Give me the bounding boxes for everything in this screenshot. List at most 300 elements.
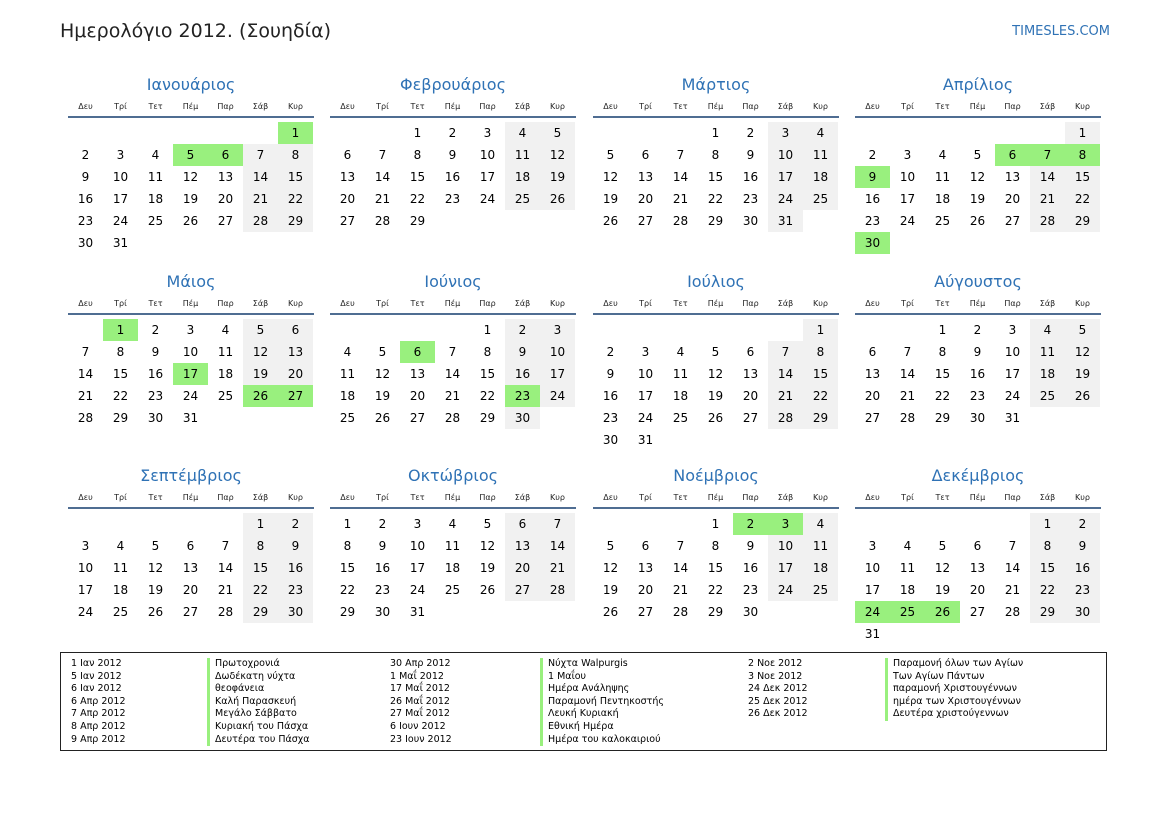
day-cell: 13 (217, 170, 234, 184)
day-cell: 28 (243, 210, 278, 232)
day-cell: 19 (1065, 363, 1100, 385)
day-cell: 28 (77, 411, 94, 425)
day-cell: 13 (637, 170, 654, 184)
day-cell: 23 (374, 583, 391, 597)
day-cell: 11 (217, 345, 234, 359)
day-cell: 30 (969, 411, 986, 425)
weekday-label: Τρί (901, 493, 914, 502)
holiday-date: 24 Δεκ 2012 (748, 683, 808, 695)
day-cell: 26 (182, 214, 199, 228)
day-cell: 14 (768, 363, 803, 385)
weekday-label: Παρ (479, 102, 496, 111)
holiday-name: 1 Μαΐου (540, 671, 586, 684)
day-cell: 8 (938, 345, 947, 359)
holiday-name: θεοφάνεια (207, 683, 264, 696)
holiday-name: Ημέρα του καλοκαιριού (540, 734, 661, 747)
day-cell: 5 (606, 539, 615, 553)
holiday-date: 6 Απρ 2012 (71, 695, 126, 707)
weekday-header (593, 98, 839, 118)
day-cell: 15 (1065, 166, 1100, 188)
day-cell: 30 (505, 407, 540, 429)
weekday-header (330, 98, 576, 118)
day-cell: 8 (413, 148, 422, 162)
weekday-label: Σάβ (777, 493, 794, 502)
day-cell: 28 (444, 411, 461, 425)
day-cell: 22 (934, 389, 951, 403)
day-cell: 17 (540, 363, 575, 385)
weekday-label: Παρ (742, 102, 759, 111)
day-cell: 23 (742, 583, 759, 597)
holiday-day-cell: 6 (995, 144, 1030, 166)
day-cell: 27 (864, 411, 881, 425)
weekday-label: Σάβ (1039, 299, 1056, 308)
day-cell: 4 (151, 148, 160, 162)
day-cell: 20 (864, 389, 881, 403)
day-cell: 16 (864, 192, 881, 206)
weekday-label: Σάβ (252, 102, 269, 111)
day-cell: 18 (803, 166, 838, 188)
day-cell: 19 (479, 561, 496, 575)
day-cell: 11 (112, 561, 129, 575)
weekday-label: Τρί (376, 102, 389, 111)
day-cell: 17 (479, 170, 496, 184)
holiday-date: 9 Απρ 2012 (71, 733, 126, 745)
day-cell: 11 (803, 535, 838, 557)
weekday-label: Κυρ (1075, 299, 1090, 308)
day-cell: 14 (672, 170, 689, 184)
day-cell: 20 (278, 363, 313, 385)
weekday-label: Δευ (78, 102, 93, 111)
day-cell: 18 (147, 192, 164, 206)
day-cell: 23 (969, 389, 986, 403)
holiday-day-cell: 24 (855, 601, 890, 623)
holiday-name: Εθνική Ημέρα (540, 721, 614, 734)
day-cell: 2 (505, 319, 540, 341)
day-cell: 18 (672, 389, 689, 403)
day-cell: 15 (243, 557, 278, 579)
month-name: Ιανουάριος (146, 75, 236, 94)
day-cell: 17 (899, 192, 916, 206)
day-cell: 23 (147, 389, 164, 403)
day-cell: 23 (278, 579, 313, 601)
day-cell: 24 (112, 214, 129, 228)
day-cell: 1 (1065, 122, 1100, 144)
day-grid (68, 509, 314, 641)
month-calendar (68, 269, 314, 447)
weekday-label: Δευ (865, 102, 880, 111)
weekday-label: Τετ (148, 493, 163, 502)
holiday-date: 6 Ιουν 2012 (390, 721, 446, 732)
day-cell: 26 (602, 214, 619, 228)
holiday-date: 7 Απρ 2012 (71, 708, 126, 720)
day-cell: 4 (803, 122, 838, 144)
day-cell: 29 (479, 411, 496, 425)
day-cell: 31 (112, 236, 129, 250)
day-cell: 31 (1004, 411, 1021, 425)
weekday-label: Παρ (217, 493, 234, 502)
day-cell: 9 (278, 535, 313, 557)
weekday-label: Σάβ (1039, 102, 1056, 111)
weekday-label: Παρ (742, 493, 759, 502)
holiday-name: Κυριακή του Πάσχα (207, 721, 308, 734)
day-cell: 26 (707, 411, 724, 425)
day-cell: 15 (479, 367, 496, 381)
day-cell: 1 (938, 323, 947, 337)
day-cell: 1 (413, 126, 422, 140)
day-cell: 12 (969, 170, 986, 184)
day-cell: 13 (969, 561, 986, 575)
weekday-label: Σάβ (777, 102, 794, 111)
day-cell: 20 (637, 192, 654, 206)
day-cell: 6 (746, 345, 755, 359)
day-cell: 24 (899, 214, 916, 228)
day-cell: 15 (707, 170, 724, 184)
day-cell: 21 (374, 192, 391, 206)
weekday-label: Κυρ (1075, 102, 1090, 111)
day-cell: 16 (742, 561, 759, 575)
day-cell: 14 (540, 535, 575, 557)
day-cell: 3 (641, 345, 650, 359)
month-calendar (593, 269, 839, 447)
holiday-day-cell: 1 (103, 319, 138, 341)
day-cell: 5 (151, 539, 160, 553)
weekday-label: Σάβ (514, 493, 531, 502)
day-cell: 17 (637, 389, 654, 403)
day-cell: 12 (934, 561, 951, 575)
month-calendar (330, 269, 576, 447)
day-cell: 31 (637, 433, 654, 447)
day-cell: 27 (742, 411, 759, 425)
day-cell: 20 (182, 583, 199, 597)
day-cell: 25 (112, 605, 129, 619)
day-cell: 10 (768, 144, 803, 166)
weekday-label: Δευ (340, 102, 355, 111)
day-cell: 10 (182, 345, 199, 359)
day-cell: 1 (1030, 513, 1065, 535)
day-cell: 20 (969, 583, 986, 597)
day-cell: 6 (641, 539, 650, 553)
day-cell: 21 (77, 389, 94, 403)
day-grid (330, 118, 576, 250)
day-cell: 12 (374, 367, 391, 381)
day-cell: 12 (182, 170, 199, 184)
month-name: Νοέμβριος (673, 466, 759, 485)
weekday-label: Κυρ (1075, 493, 1090, 502)
day-cell: 16 (278, 557, 313, 579)
day-cell: 5 (938, 539, 947, 553)
day-cell: 18 (1030, 363, 1065, 385)
weekday-label: Πέμ (707, 299, 724, 308)
day-cell: 2 (151, 323, 160, 337)
day-cell: 28 (672, 605, 689, 619)
holiday-day-cell: 26 (243, 385, 278, 407)
day-cell: 18 (112, 583, 129, 597)
day-cell: 22 (1065, 188, 1100, 210)
day-cell: 26 (374, 411, 391, 425)
day-cell: 6 (641, 148, 650, 162)
day-cell: 19 (602, 583, 619, 597)
holiday-date: 26 Δεκ 2012 (748, 708, 808, 720)
holiday-day-cell: 5 (173, 144, 208, 166)
day-cell: 19 (707, 389, 724, 403)
weekday-label: Τρί (114, 299, 127, 308)
weekday-header (68, 98, 314, 118)
day-cell: 20 (217, 192, 234, 206)
month-calendar (593, 463, 839, 641)
weekday-label: Τετ (410, 493, 425, 502)
weekday-header (855, 98, 1101, 118)
weekday-label: Πέμ (444, 102, 461, 111)
day-cell: 14 (444, 367, 461, 381)
weekday-label: Τετ (673, 493, 688, 502)
day-cell: 21 (672, 583, 689, 597)
weekday-header (68, 489, 314, 509)
holiday-name: ημέρα των Χριστουγέννων (885, 696, 1021, 709)
day-cell: 26 (479, 583, 496, 597)
day-cell: 27 (505, 579, 540, 601)
day-cell: 15 (339, 561, 356, 575)
day-cell: 3 (81, 539, 90, 553)
weekday-label: Σάβ (514, 299, 531, 308)
holiday-name: Παραμονή όλων των Αγίων (885, 658, 1023, 671)
day-cell: 6 (186, 539, 195, 553)
day-cell: 28 (374, 214, 391, 228)
day-cell: 24 (479, 192, 496, 206)
weekday-label: Κυρ (550, 299, 565, 308)
day-grid (593, 118, 839, 250)
day-cell: 6 (868, 345, 877, 359)
day-cell: 31 (864, 627, 881, 641)
day-cell: 7 (1008, 539, 1017, 553)
holiday-day-cell: 25 (890, 601, 925, 623)
weekday-label: Πέμ (707, 102, 724, 111)
holiday-name: παραμονή Χριστουγέννων (885, 683, 1017, 696)
day-cell: 22 (479, 389, 496, 403)
day-cell: 25 (1030, 385, 1065, 407)
day-cell: 29 (803, 407, 838, 429)
day-cell: 13 (864, 367, 881, 381)
day-cell: 7 (221, 539, 230, 553)
day-cell: 4 (938, 148, 947, 162)
day-grid (593, 509, 839, 641)
weekday-label: Κυρ (288, 102, 303, 111)
holiday-date: 8 Απρ 2012 (71, 721, 126, 732)
day-cell: 2 (81, 148, 90, 162)
day-cell: 13 (409, 367, 426, 381)
holiday-day-cell: 7 (1030, 144, 1065, 166)
day-cell: 3 (483, 126, 492, 140)
holiday-date: 1 Ιαν 2012 (71, 658, 122, 669)
day-cell: 13 (505, 535, 540, 557)
weekday-label: Τρί (639, 102, 652, 111)
month-calendar (68, 72, 314, 250)
weekday-header (855, 295, 1101, 315)
weekday-label: Δευ (340, 299, 355, 308)
day-cell: 25 (934, 214, 951, 228)
holiday-date: 3 Νοε 2012 (748, 670, 803, 682)
day-cell: 2 (746, 126, 755, 140)
day-cell: 19 (540, 166, 575, 188)
day-cell: 7 (448, 345, 457, 359)
day-cell: 8 (711, 539, 720, 553)
day-cell: 7 (540, 513, 575, 535)
day-cell: 20 (637, 583, 654, 597)
day-cell: 27 (969, 605, 986, 619)
weekday-header (330, 489, 576, 509)
day-cell: 26 (147, 605, 164, 619)
day-cell: 14 (77, 367, 94, 381)
day-cell: 11 (899, 561, 916, 575)
weekday-label: Δευ (78, 493, 93, 502)
day-cell: 16 (602, 389, 619, 403)
day-cell: 29 (934, 411, 951, 425)
day-grid (330, 315, 576, 447)
day-cell: 16 (969, 367, 986, 381)
day-cell: 13 (637, 561, 654, 575)
day-cell: 27 (637, 214, 654, 228)
day-cell: 12 (540, 144, 575, 166)
day-cell: 29 (1030, 601, 1065, 623)
day-cell: 1 (711, 126, 720, 140)
day-cell: 5 (540, 122, 575, 144)
day-cell: 21 (768, 385, 803, 407)
day-cell: 12 (602, 561, 619, 575)
holiday-name: Πρωτοχρονιά (207, 658, 280, 671)
weekday-label: Κυρ (813, 102, 828, 111)
day-cell: 9 (746, 539, 755, 553)
weekday-label: Τρί (114, 102, 127, 111)
day-cell: 4 (903, 539, 912, 553)
day-cell: 16 (1065, 557, 1100, 579)
day-cell: 10 (637, 367, 654, 381)
holiday-day-cell: 26 (925, 601, 960, 623)
day-cell: 19 (182, 192, 199, 206)
day-cell: 2 (278, 513, 313, 535)
day-cell: 8 (278, 144, 313, 166)
day-cell: 3 (116, 148, 125, 162)
holiday-name: Ημέρα Ανάληψης (540, 683, 629, 696)
day-cell: 22 (707, 192, 724, 206)
holiday-date: 30 Απρ 2012 (390, 658, 451, 669)
day-cell: 4 (116, 539, 125, 553)
month-calendar (855, 72, 1101, 250)
day-cell: 1 (711, 517, 720, 531)
day-cell: 15 (278, 166, 313, 188)
holiday-day-cell: 9 (855, 166, 890, 188)
holiday-name: Δευτέρα χριστούγεννων (885, 708, 1009, 721)
day-cell: 30 (742, 605, 759, 619)
day-cell: 7 (81, 345, 90, 359)
day-cell: 12 (243, 341, 278, 363)
day-cell: 12 (602, 170, 619, 184)
site-link[interactable]: TIMESLES.COM (1012, 24, 1110, 39)
day-cell: 9 (1065, 535, 1100, 557)
day-cell: 21 (672, 192, 689, 206)
day-cell: 2 (1065, 513, 1100, 535)
day-cell: 10 (479, 148, 496, 162)
day-cell: 26 (602, 605, 619, 619)
day-cell: 28 (1004, 605, 1021, 619)
day-cell: 27 (1004, 214, 1021, 228)
month-name: Απρίλιος (942, 75, 1014, 94)
day-cell: 6 (973, 539, 982, 553)
day-cell: 9 (448, 148, 457, 162)
holiday-legend (60, 652, 1107, 751)
day-cell: 7 (676, 148, 685, 162)
day-cell: 18 (217, 367, 234, 381)
day-cell: 8 (711, 148, 720, 162)
day-cell: 28 (1030, 210, 1065, 232)
day-cell: 11 (803, 144, 838, 166)
day-cell: 23 (602, 411, 619, 425)
day-cell: 11 (934, 170, 951, 184)
weekday-label: Πέμ (182, 493, 199, 502)
day-cell: 9 (81, 170, 90, 184)
day-cell: 9 (973, 345, 982, 359)
weekday-label: Τρί (901, 102, 914, 111)
day-cell: 13 (742, 367, 759, 381)
day-cell: 19 (934, 583, 951, 597)
holiday-day-cell: 8 (1065, 144, 1100, 166)
day-cell: 9 (606, 367, 615, 381)
day-cell: 11 (147, 170, 164, 184)
day-cell: 26 (540, 188, 575, 210)
month-name: Οκτώβριος (407, 466, 498, 485)
day-cell: 21 (899, 389, 916, 403)
month-name: Ιούνιος (424, 272, 482, 291)
day-cell: 25 (339, 411, 356, 425)
day-cell: 23 (742, 192, 759, 206)
day-cell: 8 (483, 345, 492, 359)
day-cell: 2 (868, 148, 877, 162)
day-cell: 5 (378, 345, 387, 359)
day-cell: 6 (278, 319, 313, 341)
day-cell: 24 (768, 579, 803, 601)
day-cell: 29 (409, 214, 426, 228)
day-cell: 4 (221, 323, 230, 337)
month-calendar (330, 72, 576, 250)
holiday-day-cell: 2 (733, 513, 768, 535)
day-cell: 23 (77, 214, 94, 228)
day-cell: 30 (602, 433, 619, 447)
day-cell: 24 (77, 605, 94, 619)
weekday-label: Τετ (410, 102, 425, 111)
weekday-label: Πέμ (182, 299, 199, 308)
day-cell: 10 (1004, 345, 1021, 359)
day-cell: 25 (444, 583, 461, 597)
weekday-label: Δευ (340, 493, 355, 502)
weekday-label: Δευ (603, 493, 618, 502)
day-cell: 25 (217, 389, 234, 403)
holiday-day-cell: 6 (208, 144, 243, 166)
day-cell: 19 (602, 192, 619, 206)
weekday-label: Τρί (376, 299, 389, 308)
weekday-label: Παρ (217, 102, 234, 111)
day-cell: 18 (899, 583, 916, 597)
day-cell: 30 (1065, 601, 1100, 623)
day-cell: 22 (409, 192, 426, 206)
weekday-label: Παρ (217, 299, 234, 308)
weekday-label: Πέμ (969, 299, 986, 308)
day-cell: 27 (637, 605, 654, 619)
day-cell: 3 (768, 122, 803, 144)
day-cell: 14 (217, 561, 234, 575)
day-cell: 14 (1004, 561, 1021, 575)
weekday-label: Παρ (1004, 493, 1021, 502)
day-cell: 16 (742, 170, 759, 184)
day-cell: 5 (243, 319, 278, 341)
day-cell: 30 (374, 605, 391, 619)
